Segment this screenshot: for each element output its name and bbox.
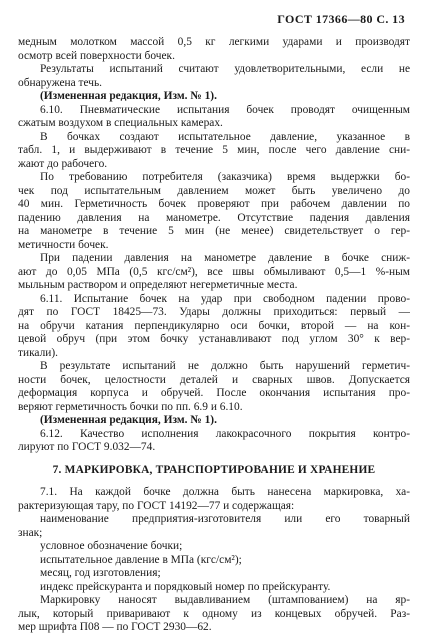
text-line: сжатым воздухом в специальных камерах.	[18, 117, 223, 129]
text-line: на обручи катания перпендикулярно оси бочки, второй — на кон-	[18, 319, 410, 332]
text-line: падению давления на манометре. Отсутствие падения давления	[18, 211, 410, 224]
text-line: медным молотком массой 0,5 кг легкими ударами и производят	[18, 36, 410, 48]
text-line: лык, который приваривают к одному из концевых обручей. Раз-	[18, 607, 410, 620]
text-line: мер шрифта П08 — по ГОСТ 2930—62.	[18, 621, 212, 633]
text-line: жают до рабочего.	[18, 157, 108, 170]
text-line: По требованию потребителя (заказчика) время выдержки бо-	[40, 171, 410, 183]
text-line: ности бочек, целостности деталей и сварных швов. Допускается	[18, 373, 410, 386]
text-line: тикали).	[18, 346, 59, 359]
list-item: испытательное давление в МПа (кгс/см²);	[40, 553, 242, 566]
clause-6-12: 6.12. Качество исполнения лакокрасочного покрытия контро-	[40, 427, 410, 440]
text-line: деформация корпуса и обручей. После окончания испытания про-	[18, 387, 410, 399]
text-line: ают до 0,05 МПа (0,5 кгс/см²), все швы обмыливают 0,5—1 %-ным	[18, 265, 410, 278]
text-line: цевой обруч (при этом бочку устанавливают под углом 30° к вер-	[18, 333, 410, 345]
list-item: месяц, год изготовления;	[40, 567, 161, 579]
list-item: индекс прейскуранта и порядковый номер по прейскуранту.	[40, 580, 331, 593]
text-line: В результате испытаний не должно быть нарушений герметич-	[40, 360, 410, 372]
page-header: ГОСТ 17366—80 С. 13	[277, 12, 405, 26]
text-line: осмотр всей поверхности бочек.	[18, 49, 175, 62]
text-line: Результаты испытаний считают удовлетворительными, если не	[40, 63, 410, 75]
list-item: наименование предприятия-изготовителя или его товарный	[40, 513, 410, 525]
text-line: метичности бочек.	[18, 238, 109, 251]
clause-6-10: 6.10. Пневматические испытания бочек проводят очищенным	[40, 103, 410, 116]
text-line: лируют по ГОСТ 9.032—74.	[18, 441, 156, 453]
text-line: 40 мин. Герметичность бочек проверяют при рабочем давлении по	[18, 198, 410, 210]
clause-6-11: 6.11. Испытание бочек на удар при свободном падении прово-	[40, 292, 410, 305]
clause-text: Маркировку наносят выдавливанием (штампованием) на яр-	[40, 594, 410, 606]
amendment-note: (Измененная редакция, Изм. № 1).	[40, 414, 217, 426]
text-line: знак;	[18, 526, 43, 539]
text-line: на манометре в течение 5 мин (не менее) свидетельствует о гер-	[18, 225, 410, 237]
text-line: мыльным раствором и определяют негерметичные места.	[18, 279, 298, 291]
text-line: дят по ГОСТ 18425—73. Удары должны приходиться: первый —	[18, 306, 410, 318]
text-line: При падении давления на манометре давление в бочке сниж-	[40, 252, 410, 264]
clause-7-1: 7.1. На каждой бочке должна быть нанесена маркировка, ха-	[40, 486, 410, 498]
list-item: условное обозначение бочки;	[40, 540, 183, 552]
text-line: рактеризующая тару, по ГОСТ 14192—77 и содержащая:	[18, 499, 295, 512]
page-body	[18, 36, 410, 635]
text-line: В бочках создают испытательное давление, указанное в	[40, 130, 410, 143]
text-line: веряют герметичность бочки по пп. 6.9 и 6.10.	[18, 400, 243, 413]
text-line: табл. 1, и выдерживают в течение 5 мин, после чего давление сни-	[18, 144, 410, 156]
text-line: обнаружена течь.	[18, 76, 103, 89]
text-line: чек под испытательным давлением может быть увеличено до	[18, 184, 410, 197]
section-title: 7. МАРКИРОВКА, ТРАНСПОРТИРОВАНИЕ И ХРАНЕНИЕ	[52, 463, 376, 476]
amendment-note: (Измененная редакция, Изм. № 1).	[40, 90, 217, 102]
